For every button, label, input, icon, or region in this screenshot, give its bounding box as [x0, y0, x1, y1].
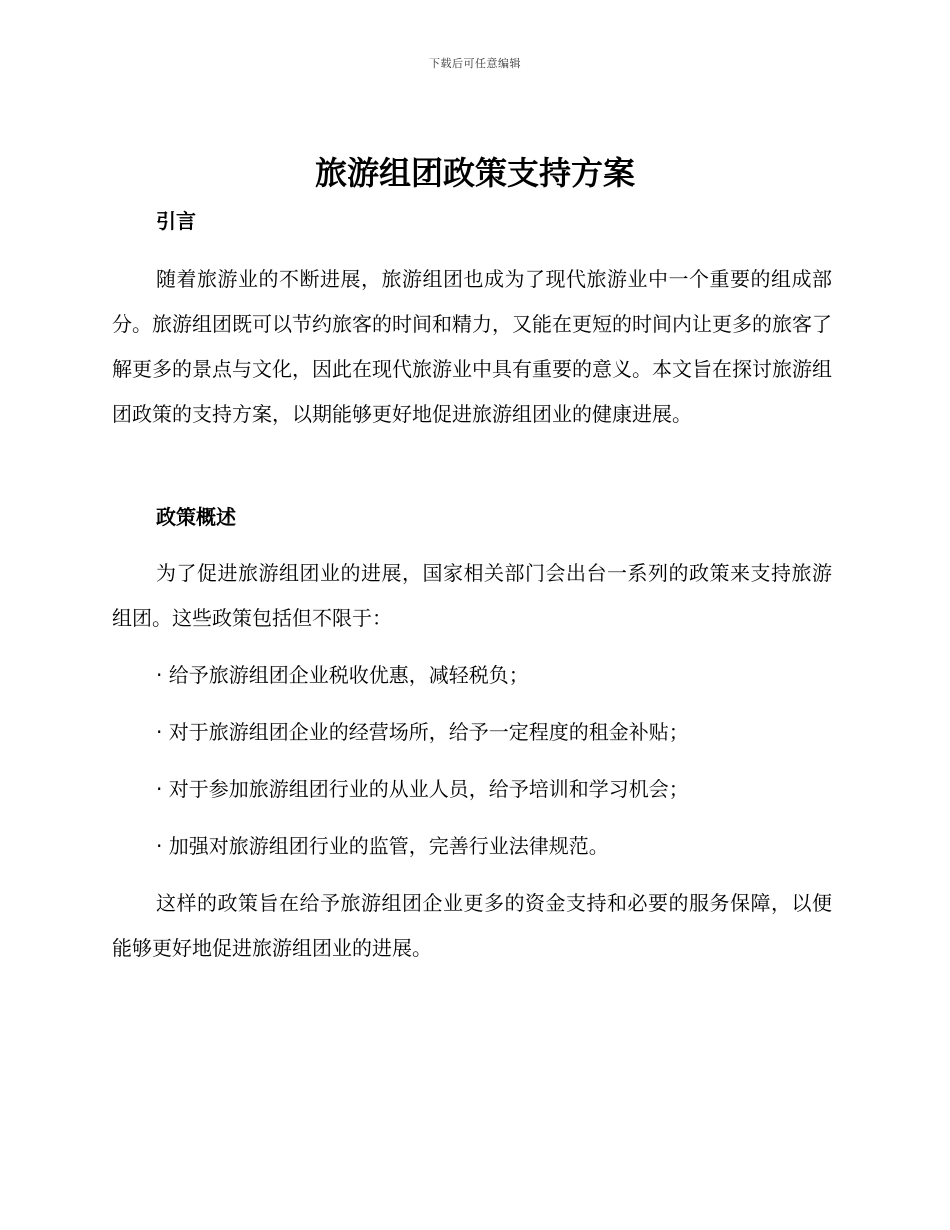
- policy-intro-paragraph: 为了促进旅游组团业的进展，国家相关部门会出台一系列的政策来支持旅游组团。这些政策包括但不限于：: [112, 561, 832, 630]
- section-heading-policy-overview: 政策概述: [156, 505, 236, 529]
- policy-bullet-item: · 对于参加旅游组团行业的从业人员，给予培训和学习机会；: [156, 777, 689, 801]
- policy-conclusion-paragraph: 这样的政策旨在给予旅游组团企业更多的资金支持和必要的服务保障，以便能够更好地促进旅游组团业的进展。: [112, 891, 832, 960]
- section-heading-intro: 引言: [156, 209, 196, 233]
- document-title: 旅游组团政策支持方案: [314, 154, 635, 192]
- policy-bullet-item: · 对于旅游组团企业的经营场所，给予一定程度的租金补贴；: [156, 720, 689, 744]
- policy-bullet-item: · 给予旅游组团企业税收优惠，减轻税负；: [156, 663, 529, 687]
- policy-bullet-item: · 加强对旅游组团行业的监管，完善行业法律规范。: [156, 834, 609, 858]
- intro-paragraph: 随着旅游业的不断进展，旅游组团也成为了现代旅游业中一个重要的组成部分。旅游组团既可以节约旅客的时间和精力，又能在更短的时间内让更多的旅客了解更多的景点与文化，因此在现代旅游业中具有重要的意义。本文旨在探讨旅游组团政策的支持方案，以期能够更好地促进旅游组团业的健康进展。: [112, 267, 832, 426]
- header-note: 下载后可任意编辑: [429, 57, 521, 70]
